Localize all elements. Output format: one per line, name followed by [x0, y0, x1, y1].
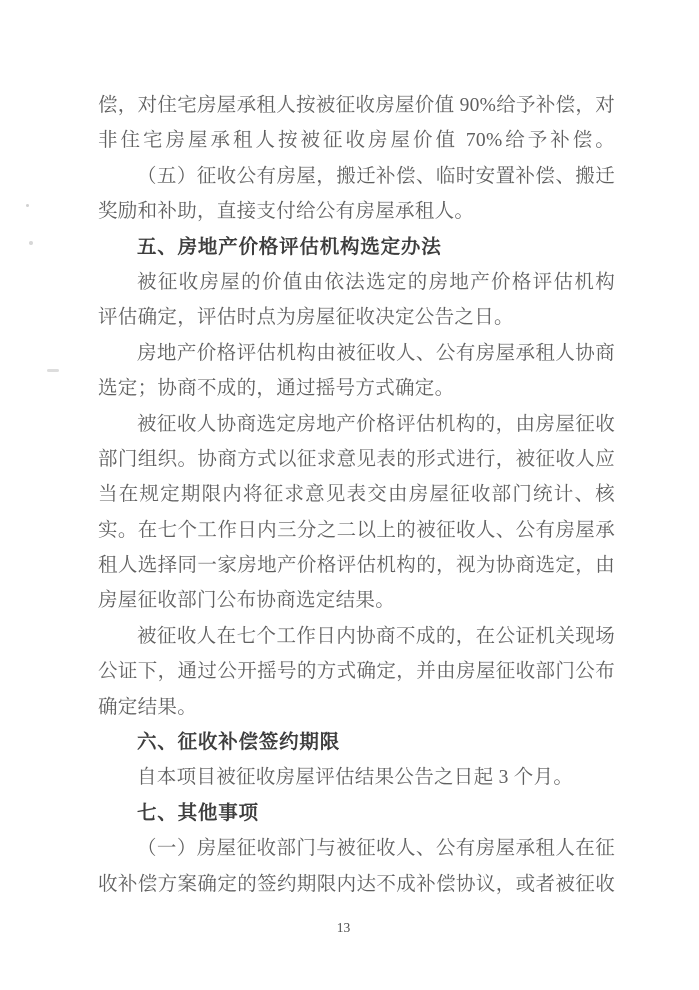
page-number: 13 — [336, 920, 351, 935]
paragraph-line: （五）征收公有房屋，搬迁补偿、临时安置补偿、搬迁 — [137, 165, 615, 187]
paragraph-line: 被征收人在七个工作日内协商不成的，在公证机关现场 — [137, 625, 615, 647]
paragraph-line: 公证下，通过公开摇号的方式确定，并由房屋征收部门公布 — [98, 661, 615, 683]
paragraph-line: 被征收房屋的价值由依法选定的房地产价格评估机构 — [137, 271, 615, 293]
paragraph-line: 奖励和补助，直接支付给公有房屋承租人。 — [98, 201, 475, 223]
scan-smudge — [47, 369, 59, 372]
paragraph-line: 偿，对住宅房屋承租人按被征收房屋价值 90%给予补偿，对 — [98, 95, 616, 116]
paragraph-line: 确定结果。 — [98, 696, 198, 718]
paragraph-line: 部门组织。协商方式以征求意见表的形式进行，被征收人应 — [98, 448, 615, 470]
section-heading: 六、征收补偿签约期限 — [137, 732, 341, 754]
section-heading: 七、其他事项 — [137, 802, 259, 824]
paragraph-line: 被征收人协商选定房地产价格评估机构的，由房屋征收 — [137, 413, 615, 435]
paragraph-line: 选定；协商不成的，通过摇号方式确定。 — [98, 378, 455, 400]
paragraph-line: （一）房屋征收部门与被征收人、公有房屋承租人在征 — [137, 838, 615, 860]
paragraph-line: 自本项目被征收房屋评估结果公告之日起 3 个月。 — [137, 767, 574, 789]
paragraph-line: 评估确定，评估时点为房屋征收决定公告之日。 — [98, 307, 514, 329]
paragraph-line: 非住宅房屋承租人按被征收房屋价值 70%给予补偿。 — [98, 130, 615, 152]
section-heading: 五、房地产价格评估机构选定办法 — [137, 236, 442, 258]
paragraph-line: 租人选择同一家房地产价格评估机构的，视为协商选定，由 — [98, 555, 615, 577]
paragraph-line: 实。在七个工作日内三分之二以上的被征收人、公有房屋承 — [98, 519, 615, 541]
paragraph-line: 房屋征收部门公布协商选定结果。 — [98, 590, 396, 612]
document-body — [98, 88, 615, 902]
scan-speck — [29, 241, 33, 245]
scan-speck — [26, 204, 29, 207]
paragraph-line: 房地产价格评估机构由被征收人、公有房屋承租人协商 — [137, 342, 615, 364]
paragraph-line: 当在规定期限内将征求意见表交由房屋征收部门统计、核 — [98, 484, 615, 506]
paragraph-line: 收补偿方案确定的签约期限内达不成补偿协议，或者被征收 — [98, 873, 615, 895]
